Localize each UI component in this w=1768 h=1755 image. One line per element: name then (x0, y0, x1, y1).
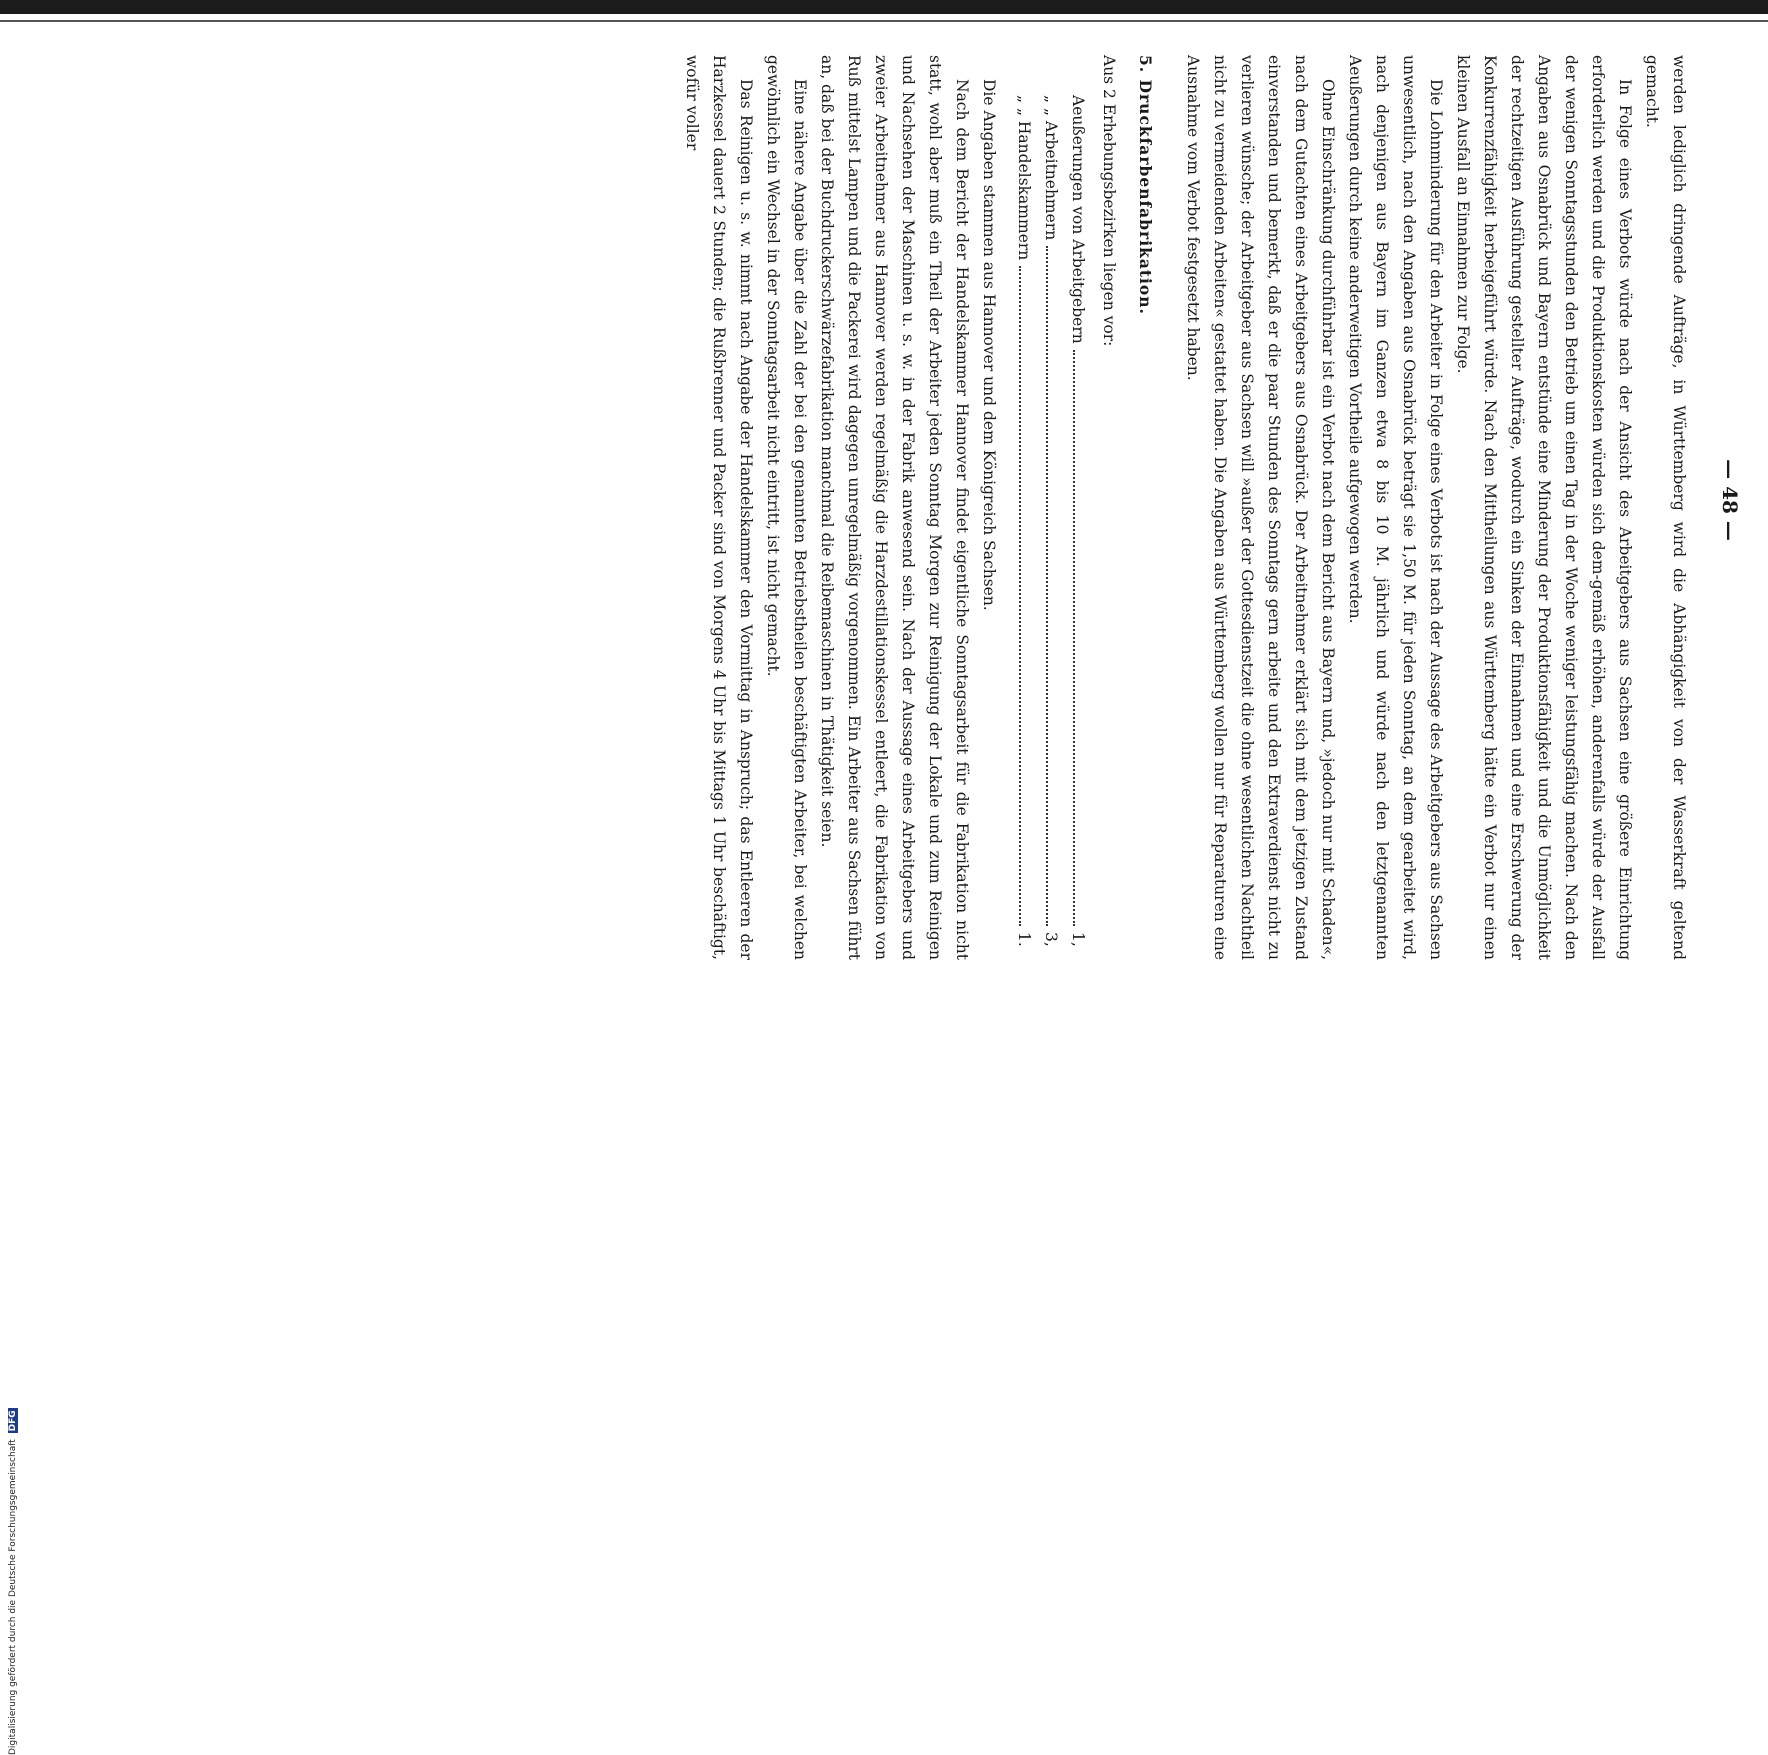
leader-dots (1073, 350, 1075, 926)
list-item-label: Aeußerungen von Arbeitgebern (1069, 95, 1087, 344)
list-item-value: 1. (1015, 932, 1033, 947)
scan-border-line (0, 20, 1768, 22)
paragraph: Ohne Einschränkung durchführbar ist ein Verbot nach dem Bericht aus Bayern und, »jedoch nur mit Schaden«, nach dem Gutachten eines Arbeitgebers aus Osnabrück. Der Arbeitnehmer erklärt sich mit dem jetzigen Zustand einverstanden und bemerkt, daß er die paar Stunden des Sonntags gern arbeite und den Extraverdienst nicht zu verlieren wünsche; der Arbeitgeber aus Sachsen will »außer der Gottesdienstzeit die ohne wesentlichen Nachtheil nicht zu vermeidenden Arbeiten« gestattet haben. Die Angaben aus Württemberg wollen nur für Reparaturen eine Ausnahme vom Verbot festgesetzt haben. (1184, 55, 1337, 960)
paragraph: Nach dem Bericht der Handelskammer Hannover findet eigentliche Sonntagsarbeit für die Fabrikation nicht statt, wohl aber muß ein Theil der Arbeiter jeden Sonntag Morgen zur Reinigung der Lokale und zum Reinigen und Nachsehen der Maschinen u. s. w. in der Fabrik anwesend sein. Nach der Aussage eines Arbeitgebers und zweier Arbeitnehmer aus Hannover werden regelmäßig die Harzdestillationskessel entleert, die Fabrikation von Ruß mittelst Lampen und die Packerei wird dagegen unregelmäßig vorgenommen. Ein Arbeiter aus Sachsen führt an, daß bei der Buchdruckerschwärzefabrikation manchmal die Reibemaschinen in Thätigkeit seien. (818, 55, 971, 960)
response-count-list (1010, 55, 1091, 960)
leader-dots (1046, 246, 1048, 926)
list-item-label: „ „ Arbeitnehmern (1042, 95, 1060, 241)
section-heading: 5. Druckfarbenfabrikation. (1136, 55, 1155, 315)
list-item-value: 3, (1042, 932, 1060, 947)
list-item-label: „ „ Handelskammern (1015, 95, 1033, 261)
imprint-text: Digitalisierung gefördert durch die Deutsche Forschungsgemeinschaft (8, 1439, 18, 1755)
list-intro: Aus 2 Erhebungsbezirken liegen vor: (1100, 55, 1118, 347)
list-item (1010, 55, 1037, 960)
page-content (678, 55, 1728, 960)
dfg-logo-icon: DFG (8, 1410, 18, 1432)
list-item (1064, 55, 1091, 960)
list-item (1037, 55, 1064, 960)
paragraph: Die Lohnminderung für den Arbeiter in Folge eines Verbots ist nach der Aussage des Arbeitgebers aus Sachsen unwesentlich, nach den Angaben aus Osnabrück beträgt sie 1,50 M. für jeden Sonntag, an dem gearbeitet wird, nach denjenigen aus Bayern im Ganzen etwa 8 bis 10 M. jährlich und würde nach den letztgenannten Aeußerungen durch keine anderweitigen Vortheile aufgewogen werden. (1346, 55, 1445, 960)
paragraph: In Folge eines Verbots würde nach der Ansicht des Arbeitgebers aus Sachsen eine größere Einrichtung erforderlich werden und die Produktionskosten würden sich dem-gemäß erhöhen, anderenfalls würde der Ausfall der wenigen Sonntagsstunden den Betrieb um einen Tag in der Woche weniger leistungsfähig machen. Nach den Angaben aus Osnabrück und Bayern entstünde eine Minderung der Produktionsfähigkeit und die Unmöglichkeit der rechtzeitigen Ausführung gestellter Aufträge, wodurch ein Sinken der Einnahmen und eine Erschwerung der Konkurrenzfähigkeit herbeigeführt würde. Nach den Mittheilungen aus Württemberg hätte ein Verbot nur einen kleinen Ausfall an Einnahmen zur Folge. (1454, 55, 1634, 960)
scan-border (0, 0, 1768, 14)
page-number: — 48 — (1718, 459, 1742, 541)
leader-dots (1019, 266, 1021, 926)
paragraph: Die Angaben stammen aus Hannover und dem Königreich Sachsen. (980, 79, 998, 611)
paragraph: Eine nähere Angabe über die Zahl der bei den genannten Betriebstheilen beschäftigten Arbeiter, bei welchen gewöhnlich ein Wechsel in der Sonntagsarbeit nicht eintritt, ist nicht gemacht. (764, 55, 809, 960)
paragraph: werden lediglich dringende Aufträge, in Württemberg wird die Abhängigkeit von der Wasserkraft geltend gemacht. (1643, 55, 1688, 960)
digitization-imprint (8, 1410, 24, 1755)
paragraph: Das Reinigen u. s. w. nimmt nach Angabe der Handelskammer den Vormittag in Anspruch; das Entleeren der Harzkessel dauert 2 Stunden; die Rußbrenner und Packer sind von Morgens 4 Uhr bis Mittags 1 Uhr beschäftigt, wofür voller (683, 55, 755, 960)
list-item-value: 1, (1069, 932, 1087, 947)
